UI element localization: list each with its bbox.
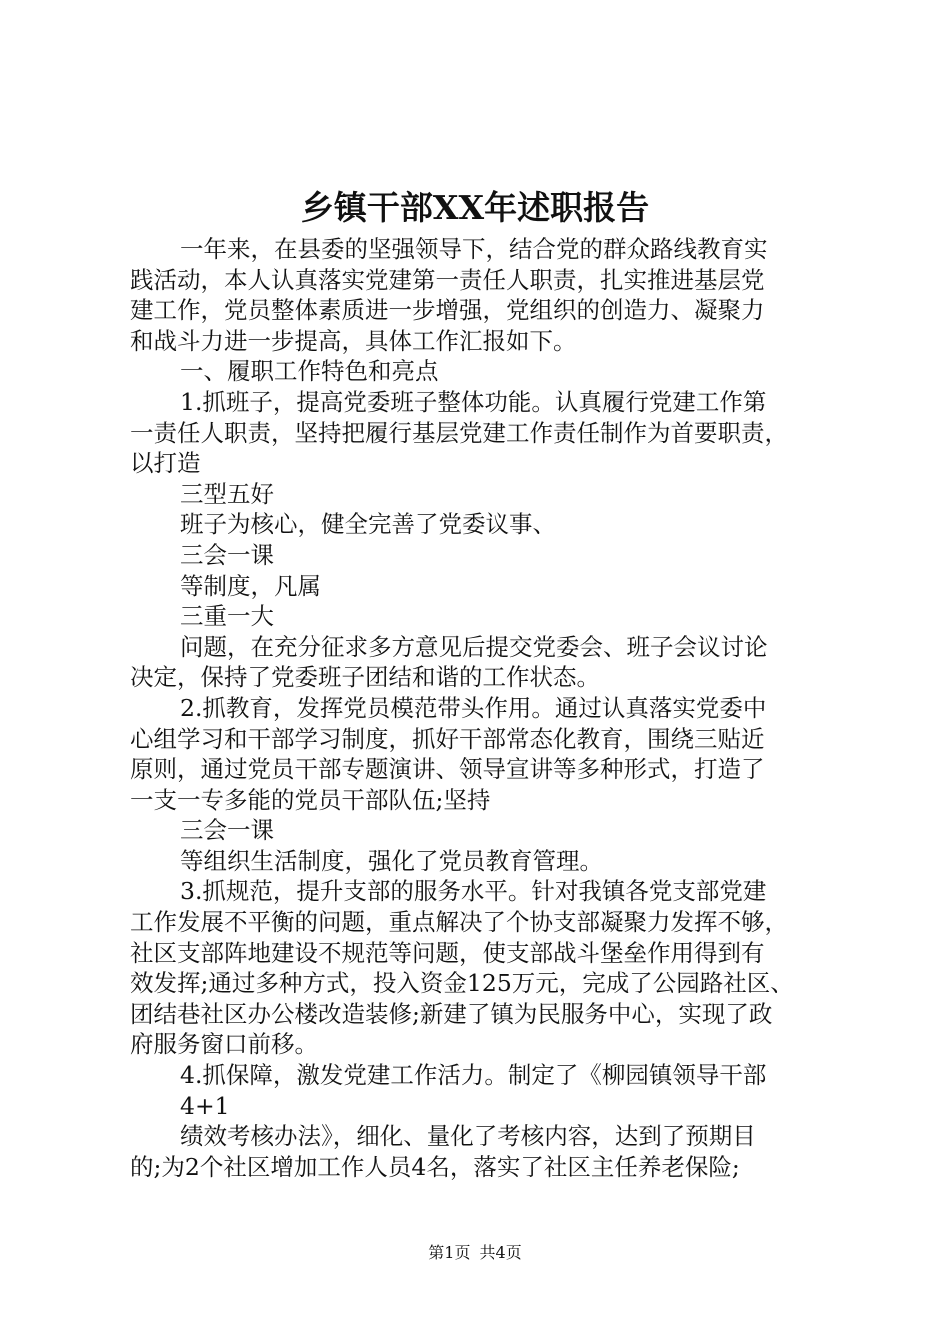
text-line: 决定，保持了党委班子团结和谐的工作状态。: [130, 663, 600, 692]
text-line: 效发挥;通过多种方式，投入资金125万元，完成了公园路社区、: [130, 969, 794, 998]
text-line: 府服务窗口前移。: [130, 1030, 318, 1059]
text-line: 原则，通过党员干部专题演讲、领导宣讲等多种形式，打造了: [130, 755, 765, 784]
text-line: 三重一大: [180, 602, 274, 631]
text-line: 一支一专多能的党员干部队伍;坚持: [130, 785, 491, 814]
text-line: 社区支部阵地建设不规范等问题，使支部战斗堡垒作用得到有: [130, 938, 765, 967]
text-line: 绩效考核办法》，细化、量化了考核内容，达到了预期目: [180, 1122, 756, 1151]
document-title: 乡镇干部XX年述职报告: [300, 188, 650, 227]
text-line: 以打造: [130, 449, 201, 478]
text-line: 2.抓教育，发挥党员模范带头作用。通过认真落实党委中: [180, 693, 767, 722]
page-total: 共4页: [479, 1243, 522, 1262]
text-line: 一年来，在县委的坚强领导下，结合党的群众路线教育实: [180, 235, 768, 263]
text-line: 工作发展不平衡的问题，重点解决了个协支部凝聚力发挥不够，: [130, 908, 788, 937]
text-line: 心组学习和干部学习制度，抓好干部常态化教育，围绕三贴近: [130, 724, 765, 753]
text-line: 三会一课: [180, 540, 274, 569]
text-line: 4+1: [180, 1091, 230, 1120]
text-line: 的;为2个社区增加工作人员4名，落实了社区主任养老保险;: [130, 1152, 740, 1181]
text-line: 班子为核心，健全完善了党委议事、: [180, 510, 556, 539]
text-line: 3.抓规范，提升支部的服务水平。针对我镇各党支部党建: [180, 877, 767, 906]
text-line: 问题，在充分征求多方意见后提交党委会、班子会议讨论: [180, 632, 768, 661]
text-line: 和战斗力进一步提高，具体工作汇报如下。: [130, 326, 577, 355]
page-number: 第1页: [428, 1243, 471, 1262]
text-line: 建工作，党员整体素质进一步增强，党组织的创造力、凝聚力: [130, 296, 765, 325]
text-line: 一、履职工作特色和亮点: [180, 357, 439, 386]
text-line: 一责任人职责，坚持把履行基层党建工作责任制作为首要职责，: [130, 418, 788, 447]
text-line: 三会一课: [180, 816, 274, 845]
text-line: 等组织生活制度，强化了党员教育管理。: [180, 846, 603, 875]
text-line: 三型五好: [180, 479, 274, 508]
document-body: [130, 234, 834, 1182]
text-line: 践活动，本人认真落实党建第一责任人职责，扎实推进基层党: [130, 265, 765, 294]
text-line: 团结巷社区办公楼改造装修;新建了镇为民服务中心，实现了政: [130, 999, 773, 1028]
page-footer: [0, 1242, 950, 1264]
text-line: 4.抓保障，激发党建工作活力。制定了《柳园镇领导干部: [180, 1061, 767, 1090]
text-line: 1.抓班子，提高党委班子整体功能。认真履行党建工作第: [180, 387, 767, 416]
text-line: 等制度，凡属: [180, 571, 321, 600]
